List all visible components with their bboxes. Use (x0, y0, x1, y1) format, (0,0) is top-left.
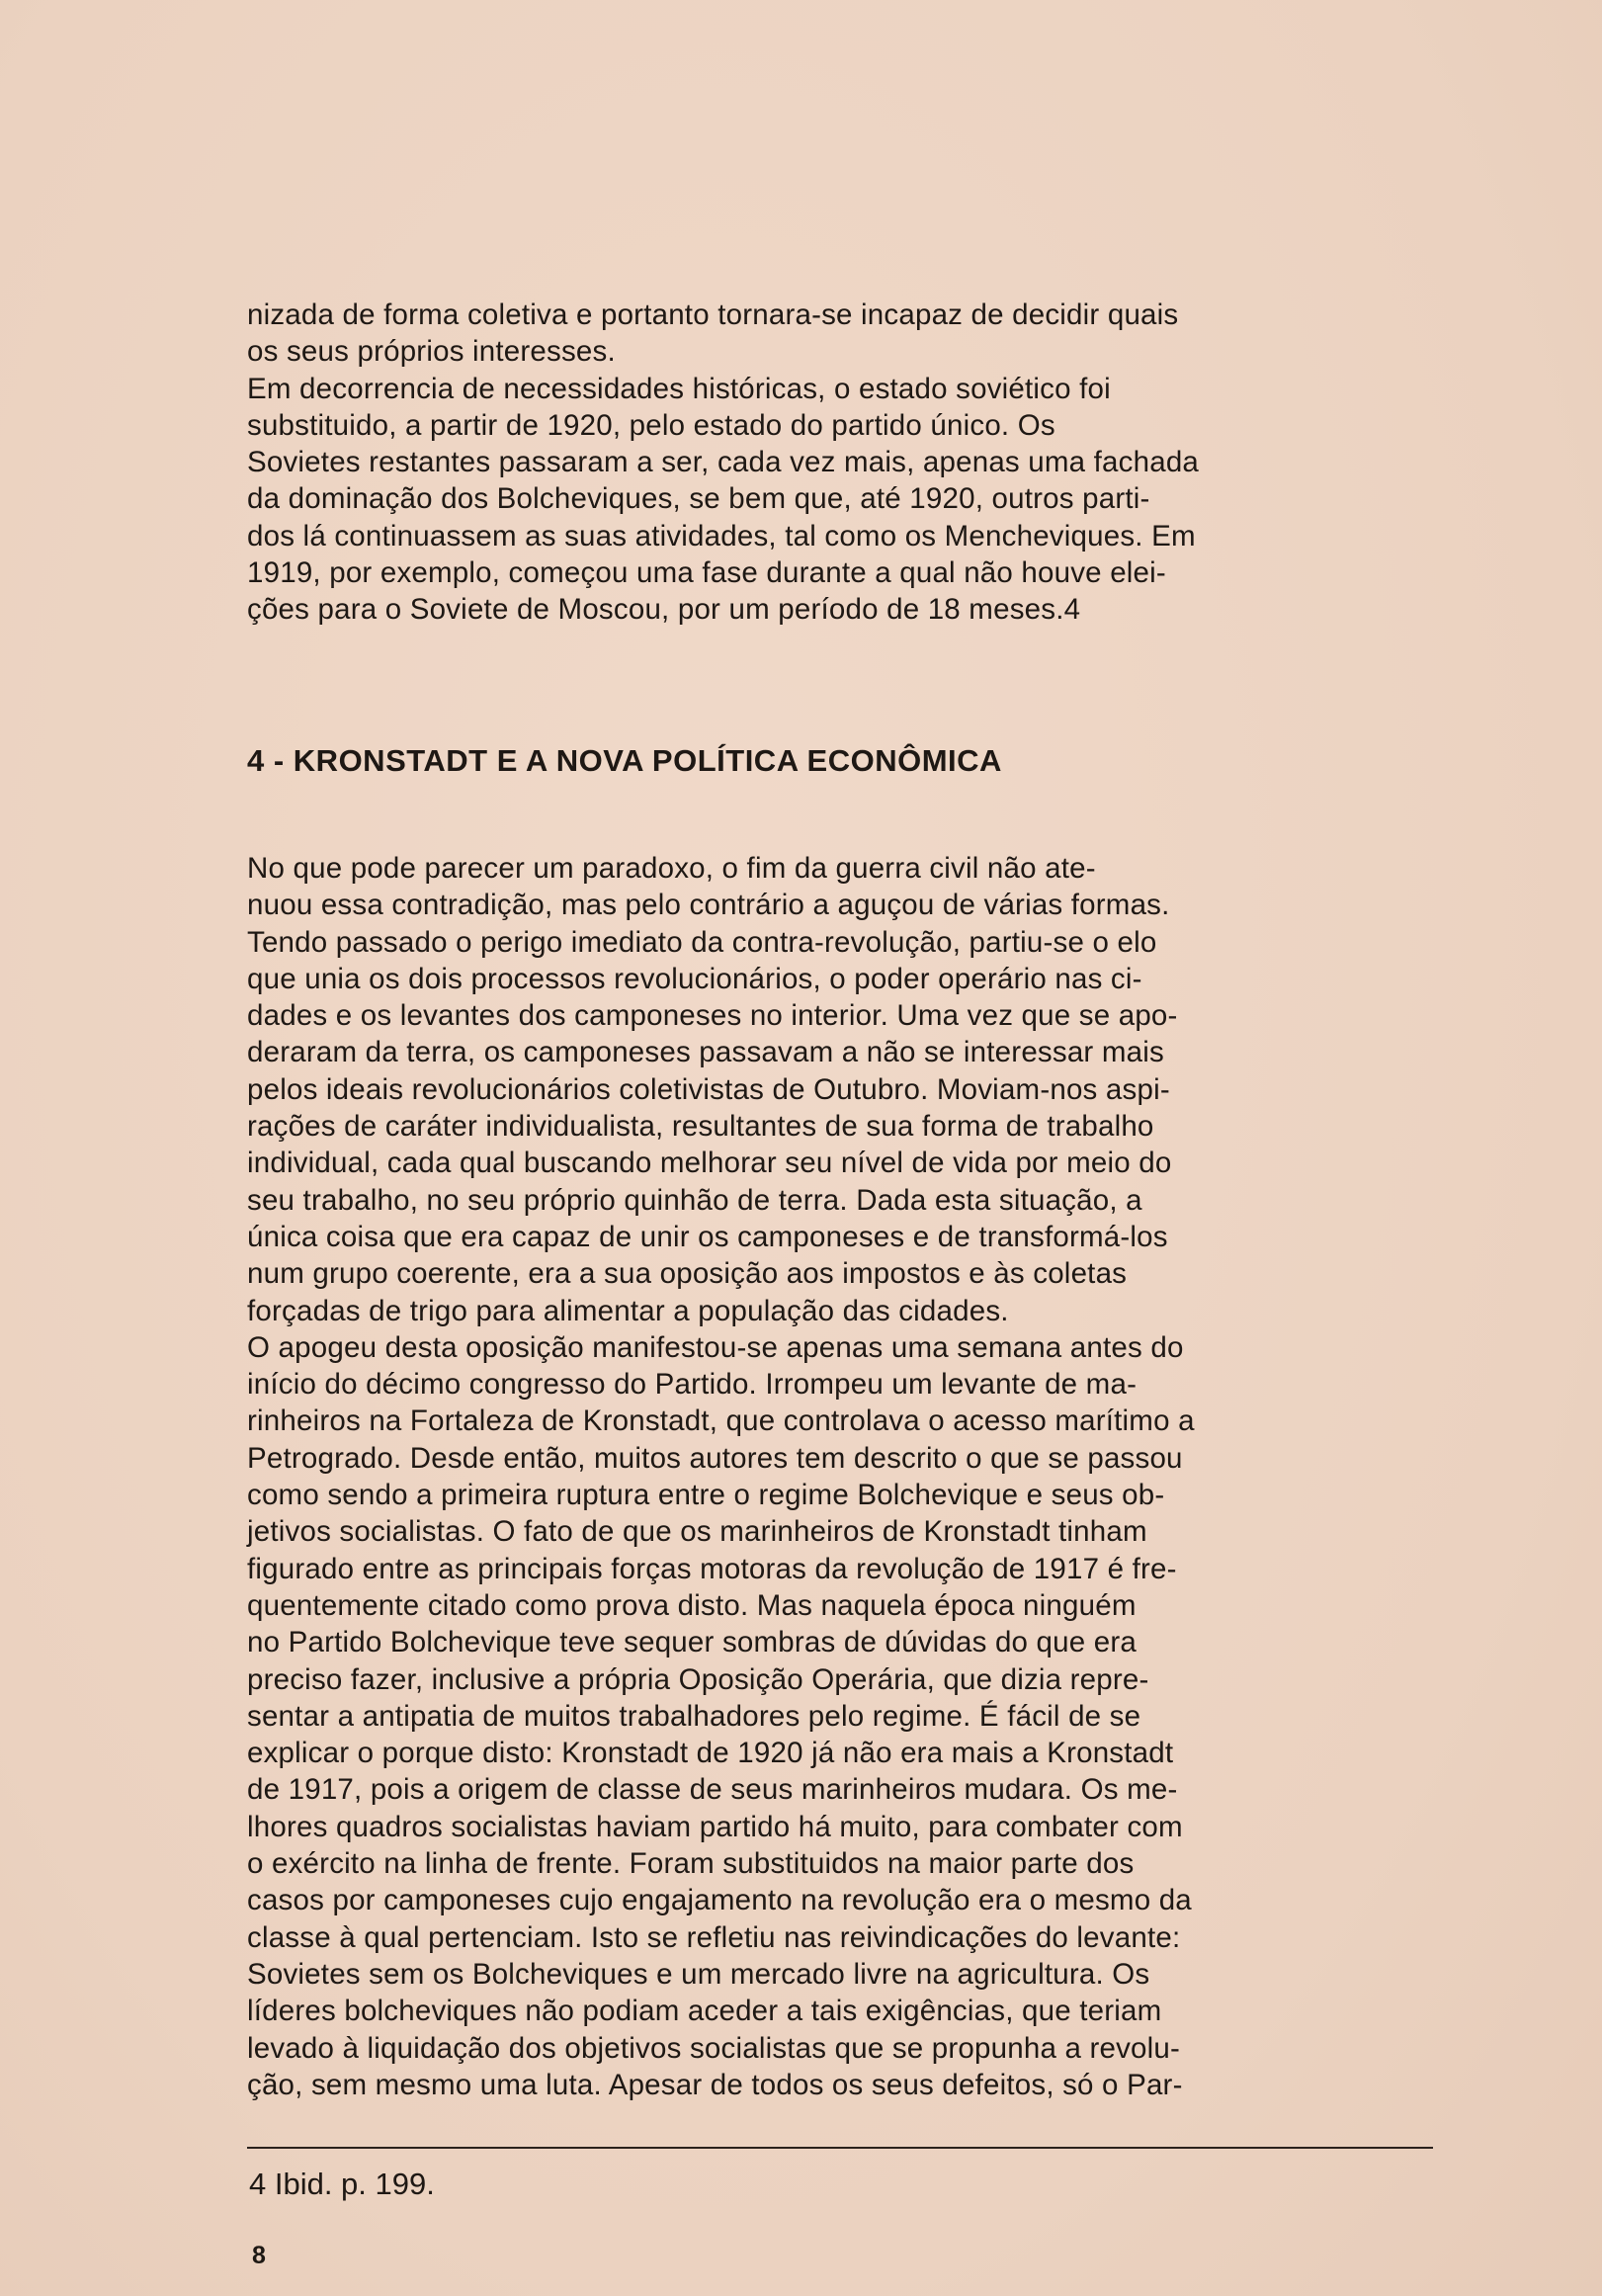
text-line: explicar o porque disto: Kronstadt de 1920 já não era mais a Kronstadt (247, 1737, 1174, 1770)
text-line: no Partido Bolchevique teve sequer sombras de dúvidas do que era (247, 1626, 1138, 1659)
paragraph-top (247, 297, 1285, 629)
text-line: como sendo a primeira ruptura entre o regime Bolchevique e seus ob- (247, 1479, 1165, 1512)
text-line: deraram da terra, os camponeses passavam a não se interessar mais (247, 1036, 1164, 1069)
text-line: de 1917, pois a origem de classe de seus marinheiros mudara. Os me- (247, 1773, 1178, 1807)
text-line: rações de caráter individualista, resultantes de sua forma de trabalho (247, 1110, 1154, 1144)
text-line: os seus próprios interesses. (247, 335, 616, 369)
text-line: pelos ideais revolucionários coletivistas de Outubro. Moviam-nos aspi- (247, 1072, 1170, 1106)
text-line: o exército na linha de frente. Foram substituidos na maior parte dos (247, 1847, 1135, 1881)
text-line: figurado entre as principais forças motoras da revolução de 1917 é fre- (247, 1552, 1177, 1585)
footnote-divider (247, 2147, 1433, 2149)
text-line: levado à liquidação dos objetivos socialistas que se propunha a revolu- (247, 2031, 1181, 2065)
footnote: 4 Ibid. p. 199. (249, 2167, 435, 2201)
text-line: num grupo coerente, era a sua oposição aos impostos e às coletas (247, 1257, 1128, 1291)
text-line: rinheiros na Fortaleza de Kronstadt, que controlava o acesso marítimo a (247, 1404, 1195, 1438)
text-line: sentar a antipatia de muitos trabalhadores pelo regime. É fácil de se (247, 1699, 1141, 1733)
paragraph-main (247, 850, 1285, 2103)
text-line: início do décimo congresso do Partido. Irrompeu um levante de ma- (247, 1368, 1138, 1402)
text-line: da dominação dos Bolcheviques, se bem que, até 1920, outros parti- (247, 482, 1150, 516)
text-line: No que pode parecer um paradoxo, o fim da guerra civil não ate- (247, 852, 1096, 885)
text-line: ção, sem mesmo uma luta. Apesar de todos os seus defeitos, só o Par- (247, 2068, 1183, 2101)
text-line: substituido, a partir de 1920, pelo estado do partido único. Os (247, 408, 1055, 442)
text-line: líderes bolcheviques não podiam aceder a tais exigências, que teriam (247, 1995, 1162, 2028)
text-line: Sovietes restantes passaram a ser, cada vez mais, apenas uma fachada (247, 446, 1200, 479)
text-line: forçadas de trigo para alimentar a população das cidades. (247, 1294, 1009, 1327)
text-line: Tendo passado o perigo imediato da contra-revolução, partiu-se o elo (247, 925, 1157, 959)
text-line: jetivos socialistas. O fato de que os marinheiros de Kronstadt tinham (247, 1515, 1147, 1549)
page-number: 8 (252, 2242, 266, 2269)
text-line: classe à qual pertenciam. Isto se refletiu nas reivindicações do levante: (247, 1920, 1181, 1954)
text-line: Sovietes sem os Bolcheviques e um mercado livre na agricultura. Os (247, 1957, 1150, 1991)
text-line: dades e os levantes dos camponeses no interior. Uma vez que se apo- (247, 999, 1178, 1033)
text-line: quentemente citado como prova disto. Mas naquela época ninguém (247, 1588, 1137, 1622)
text-line: ções para o Soviete de Moscou, por um período de 18 meses.4 (247, 593, 1081, 627)
text-line: 1919, por exemplo, começou uma fase durante a qual não houve elei- (247, 556, 1166, 590)
text-line: única coisa que era capaz de unir os camponeses e de transformá-los (247, 1220, 1168, 1253)
text-line: Em decorrencia de necessidades históricas, o estado soviético foi (247, 372, 1111, 405)
text-line: nizada de forma coletiva e portanto tornara-se incapaz de decidir quais (247, 298, 1179, 331)
text-line: individual, cada qual buscando melhorar seu nível de vida por meio do (247, 1147, 1172, 1180)
text-line: que unia os dois processos revolucionários, o poder operário nas ci- (247, 962, 1142, 995)
text-line: Petrogrado. Desde então, muitos autores tem descrito o que se passou (247, 1441, 1183, 1475)
text-line: O apogeu desta oposição manifestou-se apenas uma semana antes do (247, 1330, 1184, 1364)
text-line: casos por camponeses cujo engajamento na revolução era o mesmo da (247, 1884, 1192, 1917)
text-line: seu trabalho, no seu próprio quinhão de terra. Dada esta situação, a (247, 1183, 1142, 1217)
text-line: lhores quadros socialistas haviam partido há muito, para combater com (247, 1810, 1183, 1843)
text-line: preciso fazer, inclusive a própria Oposição Operária, que dizia repre- (247, 1662, 1149, 1696)
text-line: dos lá continuassem as suas atividades, tal como os Mencheviques. Em (247, 519, 1196, 553)
text-line: nuou essa contradição, mas pelo contrário a aguçou de várias formas. (247, 889, 1170, 922)
section-heading: 4 - KRONSTADT E A NOVA POLÍTICA ECONÔMICA (247, 743, 1002, 778)
